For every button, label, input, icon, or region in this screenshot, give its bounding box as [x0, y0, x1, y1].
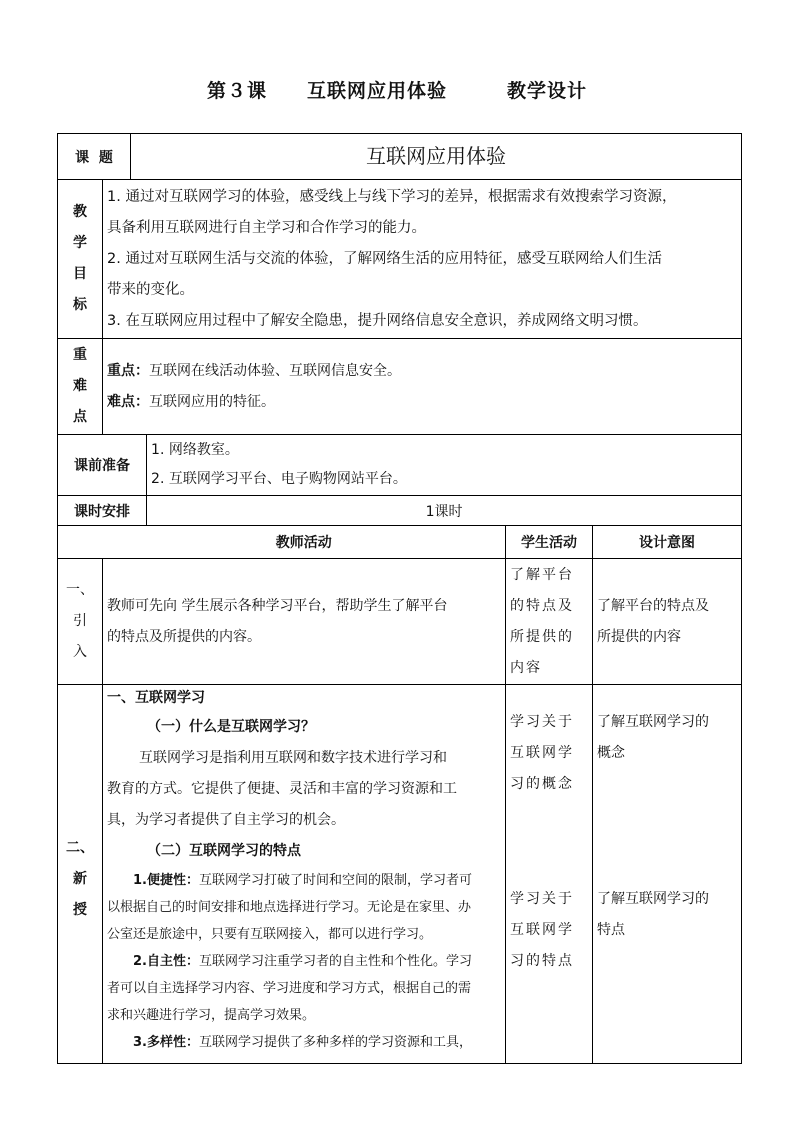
key-points-content	[103, 339, 742, 435]
new-lesson-design-intent: 了解互联网学习的 概念 了解互联网学习的 特点	[593, 685, 742, 1064]
focus-label: 重点：	[107, 362, 149, 379]
preparation-row	[58, 435, 742, 496]
key-points-label: 重 难 点	[58, 339, 103, 435]
objective-line: 3. 在互联网应用过程中了解安全隐患，提升网络信息安全意识，养成网络文明习惯。	[107, 312, 648, 329]
topic-value: 互联网应用体验	[131, 134, 742, 180]
difficulty-text: 互联网应用的特征。	[149, 393, 275, 410]
intro-design-intent: 了解平台的特点及 所提供的内容	[593, 559, 742, 685]
design-intent-header: 设计意图	[593, 526, 742, 559]
topic-label: 课 题	[58, 134, 131, 180]
new-lesson-label: 二、 新 授	[58, 685, 103, 1064]
focus-text: 互联网在线活动体验、互联网信息安全。	[149, 362, 401, 379]
objective-line: 具备利用互联网进行自主学习和合作学习的能力。	[107, 219, 426, 236]
student-activity-header: 学生活动	[506, 526, 593, 559]
schedule-value: 1课时	[147, 496, 742, 526]
topic-row	[58, 134, 742, 180]
subsection-what-is: （一）什么是互联网学习？	[147, 719, 315, 735]
intro-label: 一、 引 入	[58, 559, 103, 685]
preparation-item: 2. 互联网学习平台、电子购物网站平台。	[151, 471, 407, 487]
new-lesson-teacher-activity: 一、互联网学习 （一）什么是互联网学习？ 互联网学习是指利用互联网和数字技术进行学习和 教育的方式。它提供了便捷、灵活和丰富的学习资源和工 具，为学习者提供了自主学习的机会。 （二）互联网学习的特点 1.便捷性：互联网学习打破了时间和空间的限制，学习者可 以根据自己的时间安排和地点选择进行学习。无论是在家里、办 公室还是旅途中，只要有互联网接入，都可以进行学习。 2.自主性：互联网学习注重学习者的自主性和个性化。学习 者可以自主选择学习内容、学习进度和学习方式，根据自己的需 求和兴趣进行学习，提高学习效果。 3.多样性：互联网学习提供了多种多样的学习资源和工具，	[103, 685, 506, 1064]
new-lesson-row	[58, 685, 742, 1064]
objective-line: 带来的变化。	[107, 281, 194, 298]
difficulty-label: 难点：	[107, 393, 149, 410]
objective-line: 2. 通过对互联网生活与交流的体验，了解网络生活的应用特征，感受互联网给人们生活	[107, 250, 662, 267]
intro-row	[58, 559, 742, 685]
schedule-row	[58, 496, 742, 526]
intro-teacher-activity: 教师可先向 学生展示各种学习平台，帮助学生了解平台 的特点及所提供的内容。	[103, 559, 506, 685]
teacher-activity-header: 教师活动	[103, 526, 506, 559]
objectives-label: 教 学 目 标	[58, 180, 103, 339]
subsection-features: （二）互联网学习的特点	[147, 843, 301, 859]
preparation-item: 1. 网络教室。	[151, 442, 239, 458]
preparation-content	[147, 435, 742, 496]
objective-line: 1. 通过对互联网学习的体验，感受线上与线下学习的差异，根据需求有效搜索学习资源，	[107, 188, 677, 205]
new-lesson-student-activity: 学习关于 互联网学 习的概念 学习关于 互联网学 习的特点	[506, 685, 593, 1064]
document-title: 第３课 互联网应用体验 教学设计	[206, 80, 587, 102]
intro-student-activity: 了解平台 的特点及 所提供的 内容	[506, 559, 593, 685]
objectives-row	[58, 180, 742, 339]
objectives-content	[103, 180, 742, 339]
preparation-label: 课前准备	[58, 435, 147, 496]
activity-header-row	[58, 526, 742, 559]
lesson-plan-table	[57, 133, 742, 1064]
section-heading: 一、互联网学习	[107, 690, 205, 706]
key-points-row	[58, 339, 742, 435]
schedule-label: 课时安排	[58, 496, 147, 526]
